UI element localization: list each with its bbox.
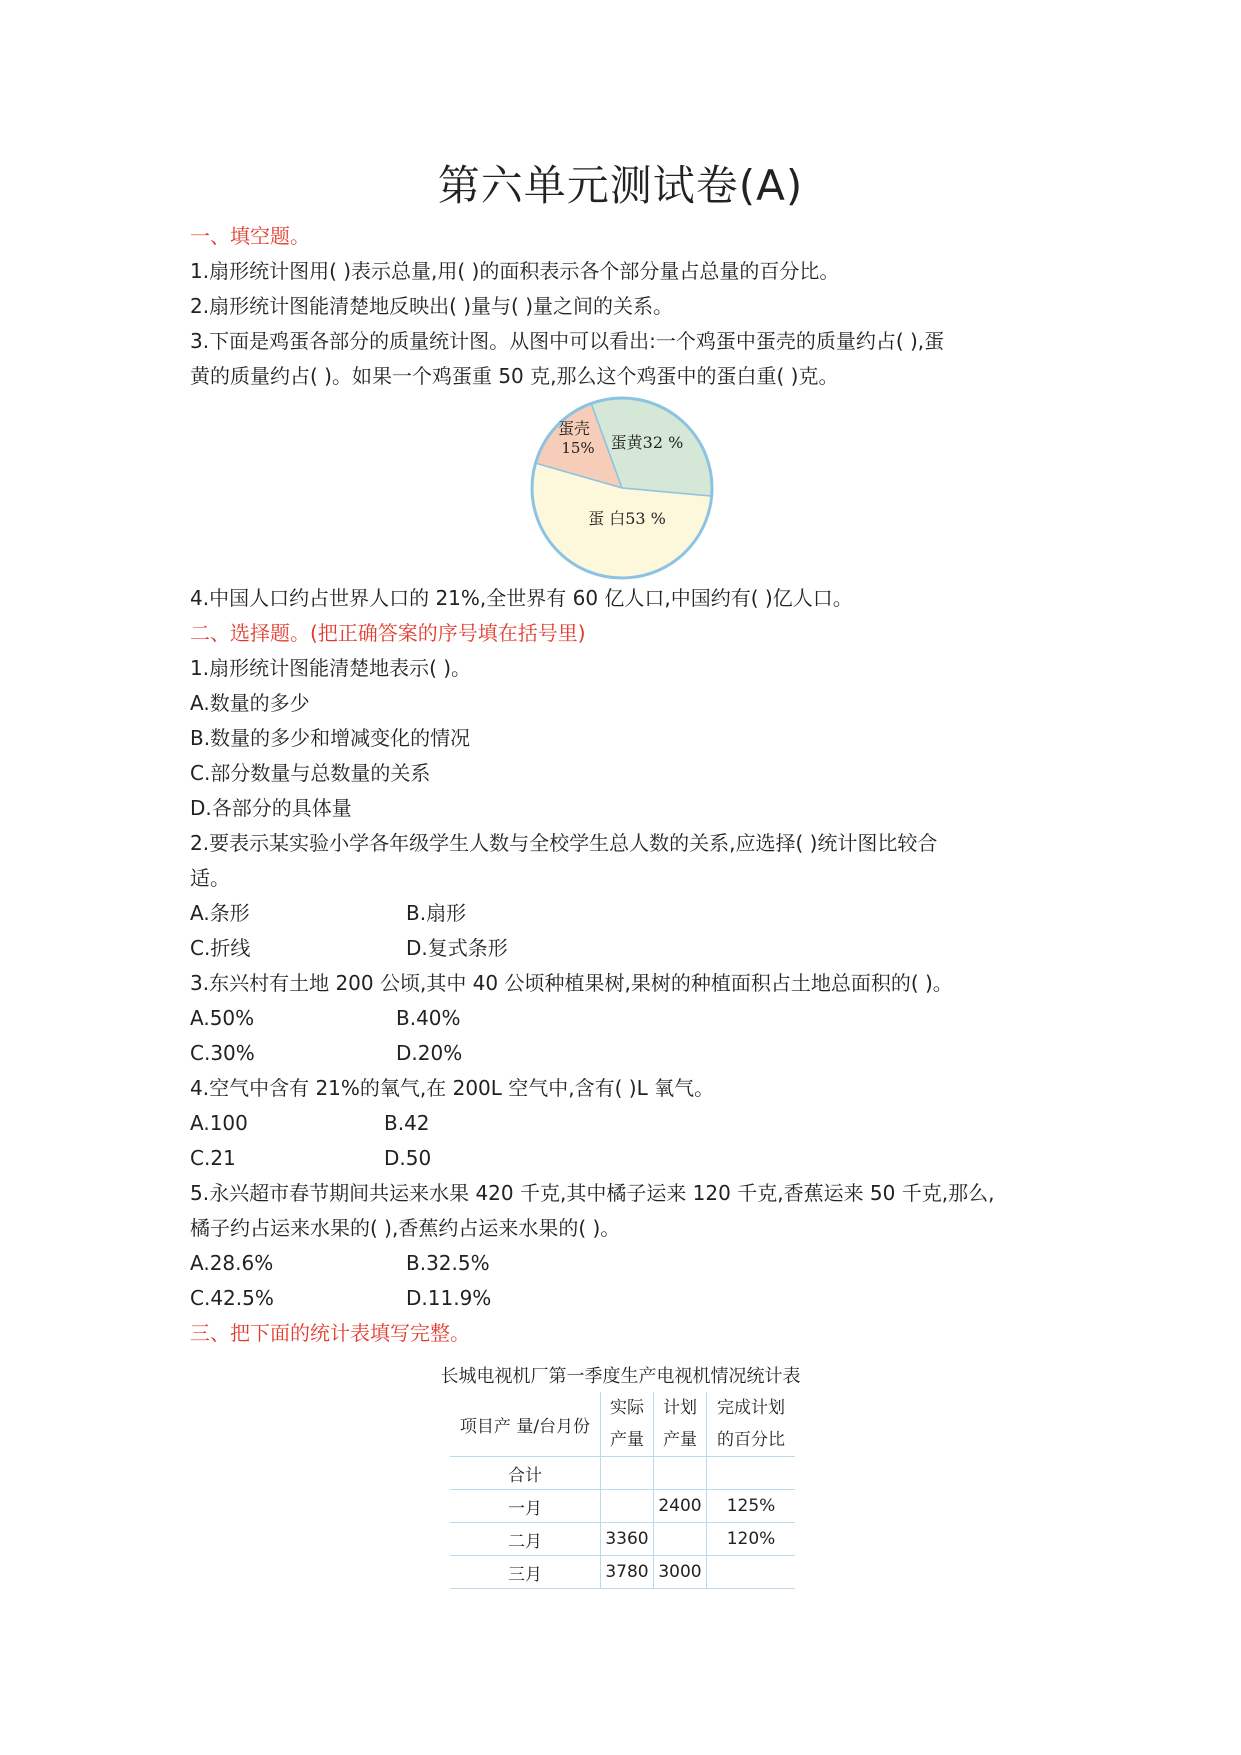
choice-section: [190, 581, 1070, 1351]
fill-in-section: [190, 219, 1070, 394]
pie-svg: [527, 394, 717, 581]
section-heading: 三、把下面的统计表填写完整。: [190, 1321, 470, 1345]
text-line: [190, 1036, 1070, 1071]
text-line: 5.永兴超市春节期间共运来水果 420 千克,其中橘子运来 120 千克,香蕉运来 50 千克,那么,: [190, 1181, 995, 1205]
option-b: B.32.5%: [406, 1251, 490, 1275]
option-a: C.30%: [190, 1041, 255, 1065]
option-b: B.40%: [396, 1006, 461, 1030]
header-percent: 完成计划 的百分比: [707, 1392, 796, 1457]
option-b: B.42: [384, 1111, 430, 1135]
text-line: [190, 1246, 1070, 1281]
table-row: [450, 1457, 795, 1490]
header-actual: 实际 产量: [601, 1392, 654, 1457]
text-line: [190, 1106, 1070, 1141]
row-month: 一月: [450, 1490, 601, 1523]
row-percent: [707, 1457, 796, 1490]
table-row: [450, 1556, 795, 1589]
text-line: 3.下面是鸡蛋各部分的质量统计图。从图中可以看出:一个鸡蛋中蛋壳的质量约占( ),蛋: [190, 329, 945, 353]
section-heading: 一、填空题。: [190, 224, 310, 248]
text-line: 黄的质量约占( )。如果一个鸡蛋重 50 克,那么这个鸡蛋中的蛋白重( )克。: [190, 364, 839, 388]
text-line: 1.扇形统计图用( )表示总量,用( )的面积表示各个部分量占总量的百分比。: [190, 259, 840, 283]
row-plan: 2400: [654, 1490, 707, 1523]
row-actual: [601, 1457, 654, 1490]
option-a: C.折线: [190, 936, 251, 960]
option-b: D.11.9%: [406, 1286, 492, 1310]
row-actual: [601, 1490, 654, 1523]
slice-label: 蛋 白53 %: [588, 509, 666, 528]
option-a: A.28.6%: [190, 1251, 274, 1275]
option-b: D.20%: [396, 1041, 463, 1065]
text-line: [190, 896, 1070, 931]
option-b: D.复式条形: [406, 936, 508, 960]
slice-value-label: 15%: [561, 439, 595, 457]
option-a: A.100: [190, 1111, 248, 1135]
page-title: 第六单元测试卷(A): [437, 161, 804, 210]
row-percent: 120%: [707, 1523, 796, 1556]
row-plan: [654, 1523, 707, 1556]
row-plan: 3000: [654, 1556, 707, 1589]
text-line: [190, 1141, 1070, 1176]
table-title: 长城电视机厂第一季度生产电视机情况统计表: [440, 1366, 801, 1387]
row-percent: [707, 1556, 796, 1589]
section-heading: 二、选择题。(把正确答案的序号填在括号里): [190, 621, 586, 645]
text-line: 橘子约占运来水果的( ),香蕉约占运来水果的( )。: [190, 1216, 621, 1240]
slice-label: 蛋黄32 %: [610, 433, 684, 452]
text-line: 2.扇形统计图能清楚地反映出( )量与( )量之间的关系。: [190, 294, 674, 318]
option-a: C.42.5%: [190, 1286, 274, 1310]
text-line: [190, 1281, 1070, 1316]
row-percent: 125%: [707, 1490, 796, 1523]
option-a: A.条形: [190, 901, 250, 925]
row-month: 二月: [450, 1523, 601, 1556]
row-actual: 3360: [601, 1523, 654, 1556]
text-line: D.各部分的具体量: [190, 796, 352, 820]
text-line: 适。: [190, 866, 230, 890]
table-row: [450, 1523, 795, 1556]
text-line: B.数量的多少和增减变化的情况: [190, 726, 471, 750]
table-row: [450, 1490, 795, 1523]
row-plan: [654, 1457, 707, 1490]
text-line: 3.东兴村有土地 200 公顷,其中 40 公顷种植果树,果树的种植面积占土地总面积的( )。: [190, 971, 953, 995]
option-b: D.50: [384, 1146, 432, 1170]
text-line: [190, 1001, 1070, 1036]
slice-label: 蛋壳: [557, 419, 591, 438]
header-plan: 计划 产量: [654, 1392, 707, 1457]
option-a: A.50%: [190, 1006, 255, 1030]
option-b: B.扇形: [406, 901, 467, 925]
text-line: 4.空气中含有 21%的氧气,在 200L 空气中,含有( )L 氧气。: [190, 1076, 715, 1100]
row-actual: 3780: [601, 1556, 654, 1589]
production-table: [450, 1392, 795, 1589]
egg-pie-chart: [190, 394, 1070, 581]
text-line: 2.要表示某实验小学各年级学生人数与全校学生总人数的关系,应选择( )统计图比较合: [190, 831, 938, 855]
text-line: 4.中国人口约占世界人口的 21%,全世界有 60 亿人口,中国约有( )亿人口。: [190, 586, 853, 610]
header-corner: 项目产 量/台月份: [450, 1392, 601, 1457]
text-line: A.数量的多少: [190, 691, 310, 715]
worksheet-body: [190, 219, 1070, 1351]
text-line: [190, 931, 1070, 966]
text-line: 1.扇形统计图能清楚地表示( )。: [190, 656, 472, 680]
table-header-row: [450, 1392, 795, 1457]
text-line: C.部分数量与总数量的关系: [190, 761, 431, 785]
option-a: C.21: [190, 1146, 236, 1170]
row-month: 合计: [450, 1457, 601, 1490]
row-month: 三月: [450, 1556, 601, 1589]
